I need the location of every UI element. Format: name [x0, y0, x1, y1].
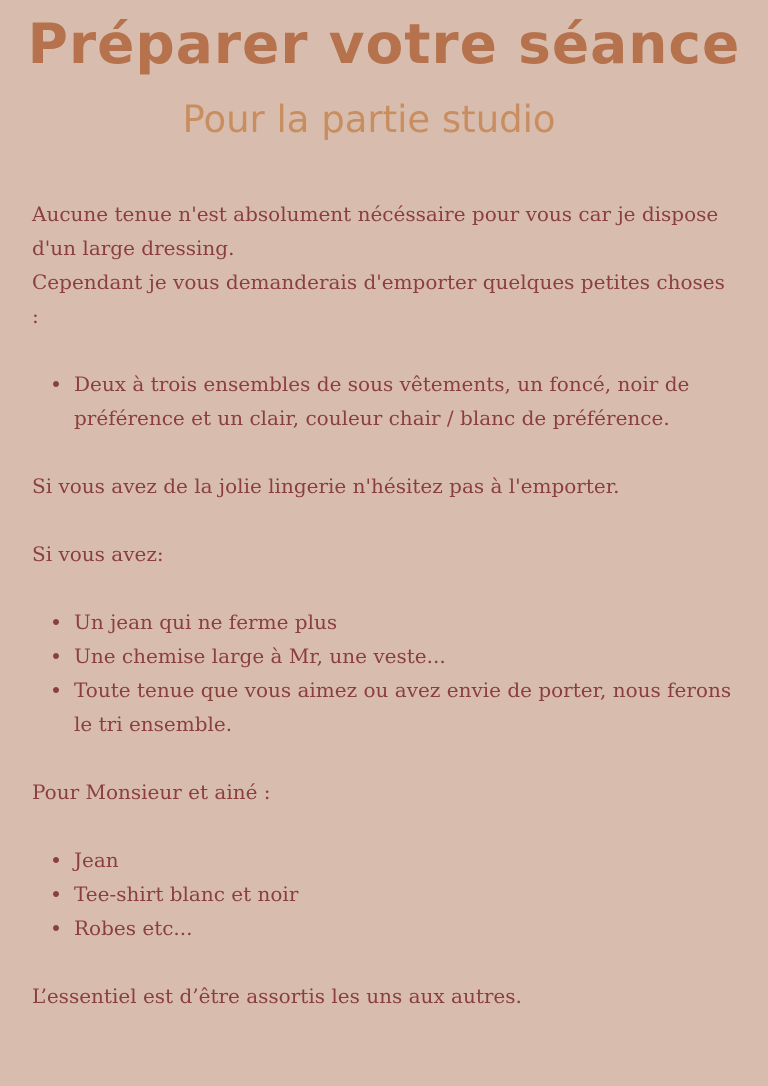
- list-item: Un jean qui ne ferme plus: [74, 605, 732, 639]
- document-body: [32, 197, 732, 1013]
- si-vous-avez-heading: Si vous avez:: [32, 542, 164, 566]
- spacer: [32, 741, 732, 775]
- underwear-list: [32, 367, 732, 435]
- spacer: [32, 503, 732, 537]
- closing-paragraph: L’essentiel est d’être assortis les uns aux autres.: [32, 984, 522, 1008]
- list-item: Robes etc...: [74, 911, 732, 945]
- list-item: Deux à trois ensembles de sous vêtements, un foncé, noir de préférence et un clair, couleur chair / blanc de préférence.: [74, 367, 732, 435]
- monsieur-heading: Pour Monsieur et ainé :: [32, 780, 271, 804]
- list-item: Une chemise large à Mr, une veste...: [74, 639, 732, 673]
- lingerie-note: Si vous avez de la jolie lingerie n'hésitez pas à l'emporter.: [32, 474, 620, 498]
- list-item: Toute tenue que vous aimez ou avez envie de porter, nous ferons le tri ensemble.: [74, 673, 732, 741]
- monsieur-list: [32, 843, 732, 945]
- spacer: [32, 571, 732, 605]
- spacer: [32, 435, 732, 469]
- spacer: [32, 809, 732, 843]
- intro-paragraph-2: Cependant je vous demanderais d'emporter quelques petites choses :: [32, 270, 725, 328]
- page-subtitle: Pour la partie studio: [182, 98, 556, 141]
- spacer: [32, 945, 732, 979]
- list-item: Jean: [74, 843, 732, 877]
- spacer: [32, 333, 732, 367]
- optional-items-list: [32, 605, 732, 741]
- page-title: Préparer votre séance: [27, 12, 741, 76]
- intro-paragraph-1: Aucune tenue n'est absolument nécéssaire pour vous car je dispose d'un large dressing.: [32, 202, 719, 260]
- list-item: Tee-shirt blanc et noir: [74, 877, 732, 911]
